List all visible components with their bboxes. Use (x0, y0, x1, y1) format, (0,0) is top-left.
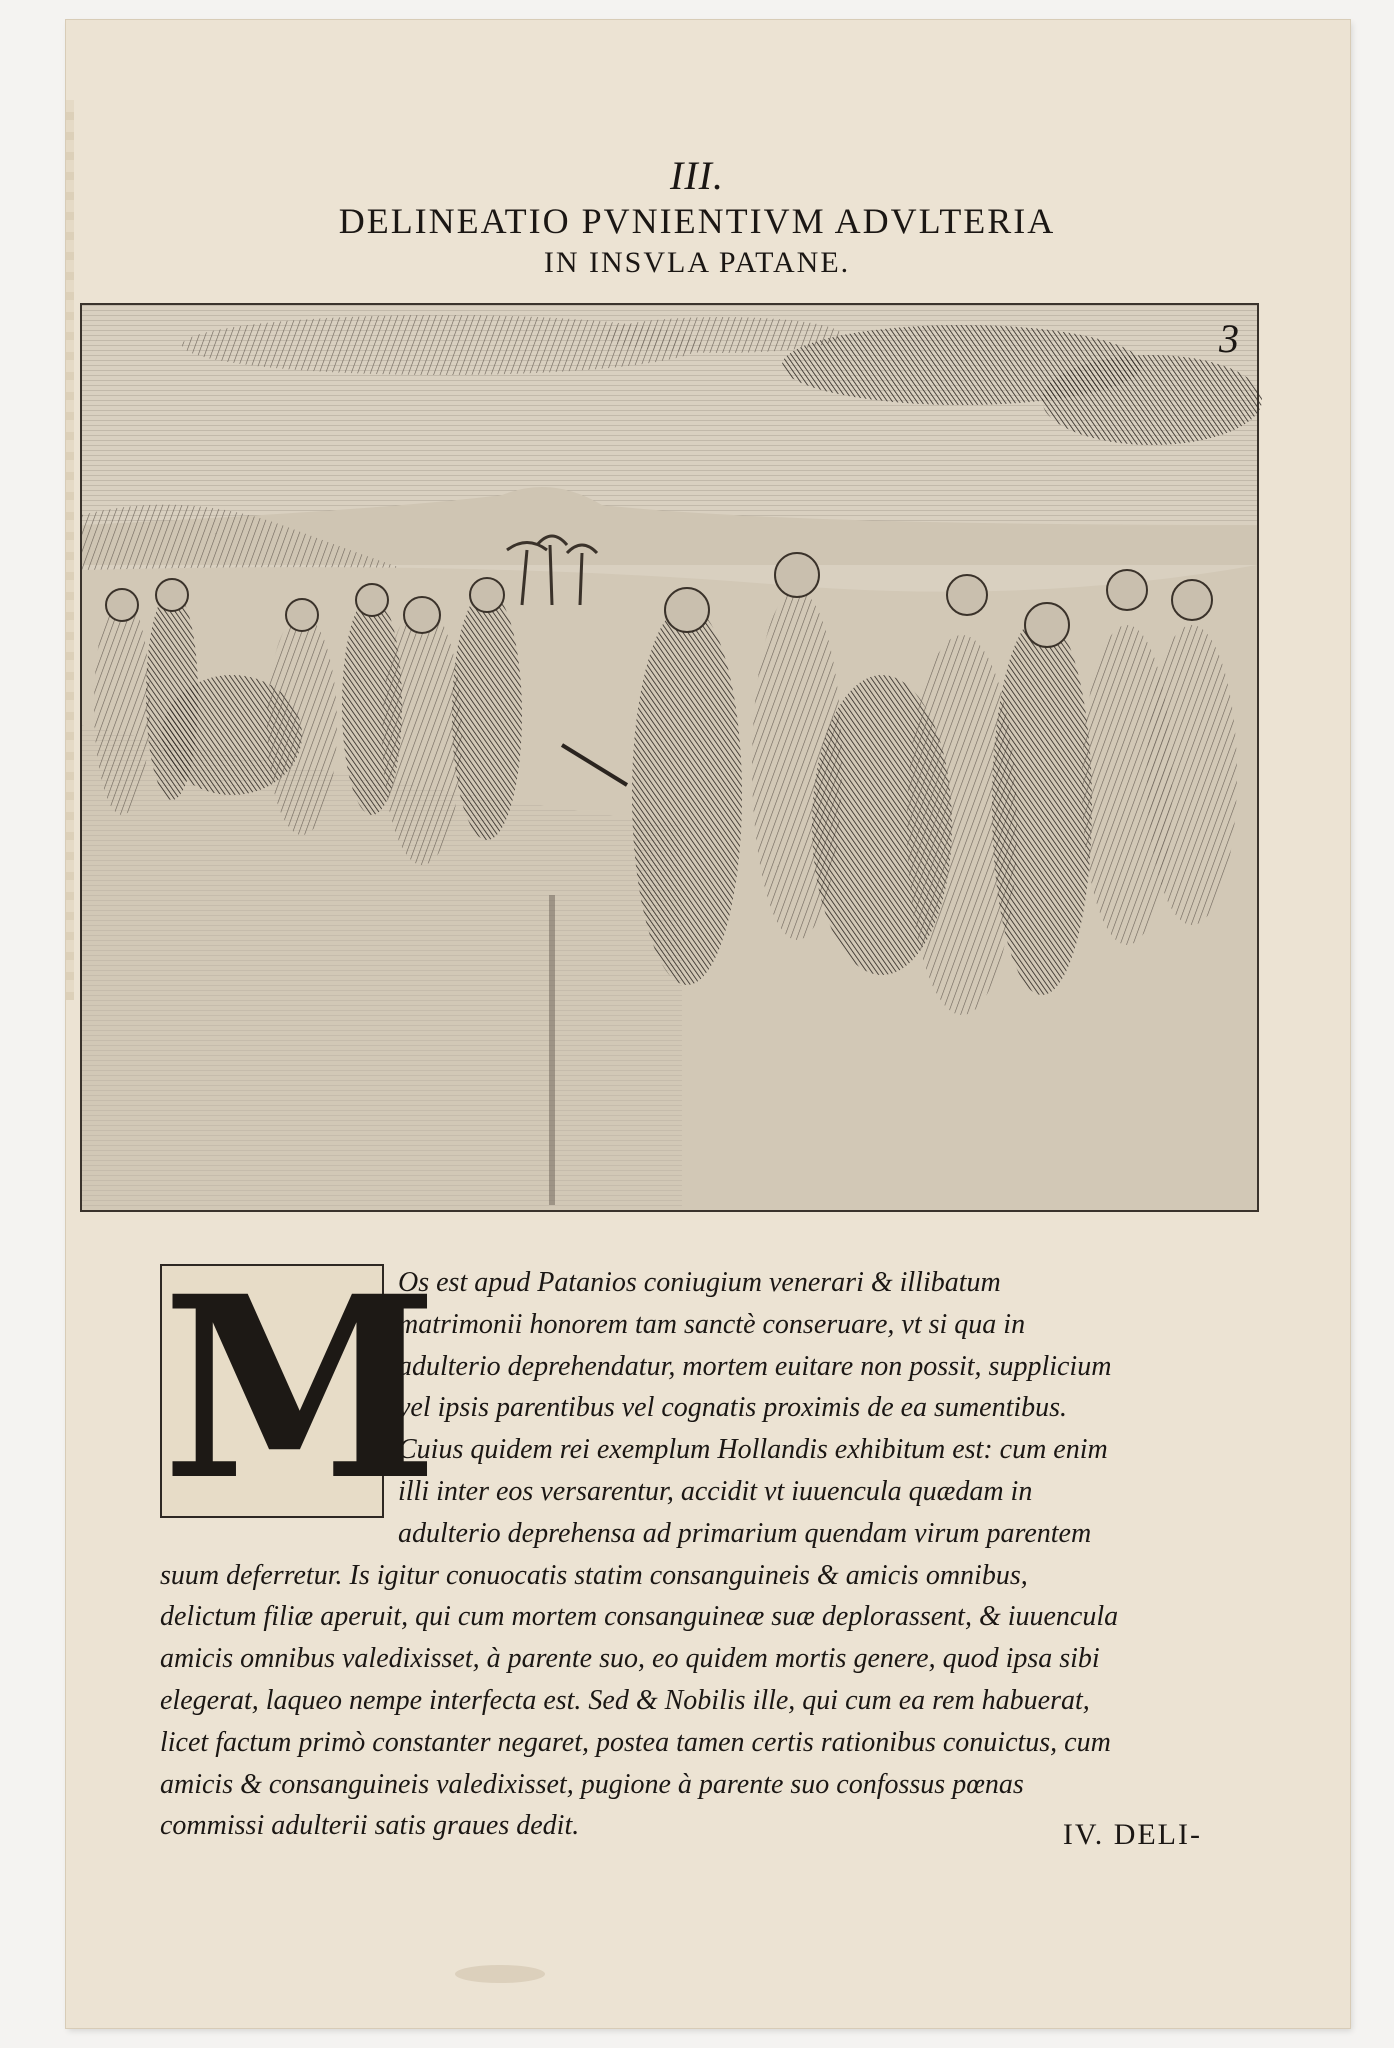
initial-letter: M (162, 1241, 439, 1535)
page-title-line-1: DELINEATIO PVNIENTIVM ADVLTERIA (338, 201, 1056, 241)
plate-number: III. (670, 153, 724, 198)
decorated-initial (160, 1241, 439, 1535)
catchword: IV. DELI- (1062, 1818, 1202, 1851)
engraving-illustration (80, 303, 1259, 1212)
paper-stain (455, 1965, 545, 1983)
plate-mark-number: 3 (1219, 316, 1239, 361)
page-title-line-2: IN INSVLA PATANE. (543, 246, 851, 279)
body-text-block (160, 1241, 1120, 1847)
body-paragraph: Os est apud Patanios coniugium venerari & illibatum matrimonii honorem tam sanctè conseruare, vt si qua in adulterio deprehendatur, mortem euitare non possit, supplicium vel ipsis parentibus vel cognatis proximis de ea sumentibus. Cuius quidem rei exemplum Hollandis exhibitum est: cum enim illi inter eos versarentur, accidit vt iuuencula quædam in adulterio deprehensa ad primarium quendam virum parentem suum deferretur. Is igitur conuocatis statim consanguineis & amicis omnibus, delictum filiæ aperuit, qui cum mortem consanguineæ suæ deplorassent, & iuuencula amicis omnibus valedixisset, à parente suo, eo quidem mortis genere, quod ipsa sibi elegerat, laqueo nempe interfecta est. Sed & Nobilis ille, qui cum ea rem habuerat, licet factum primò constanter negaret, postea tamen certis rationibus conuictus, cum amicis & consanguineis valedixisset, pugione à parente suo confossus pœnas commissi adulterii satis graues dedit. (160, 1267, 1119, 1842)
